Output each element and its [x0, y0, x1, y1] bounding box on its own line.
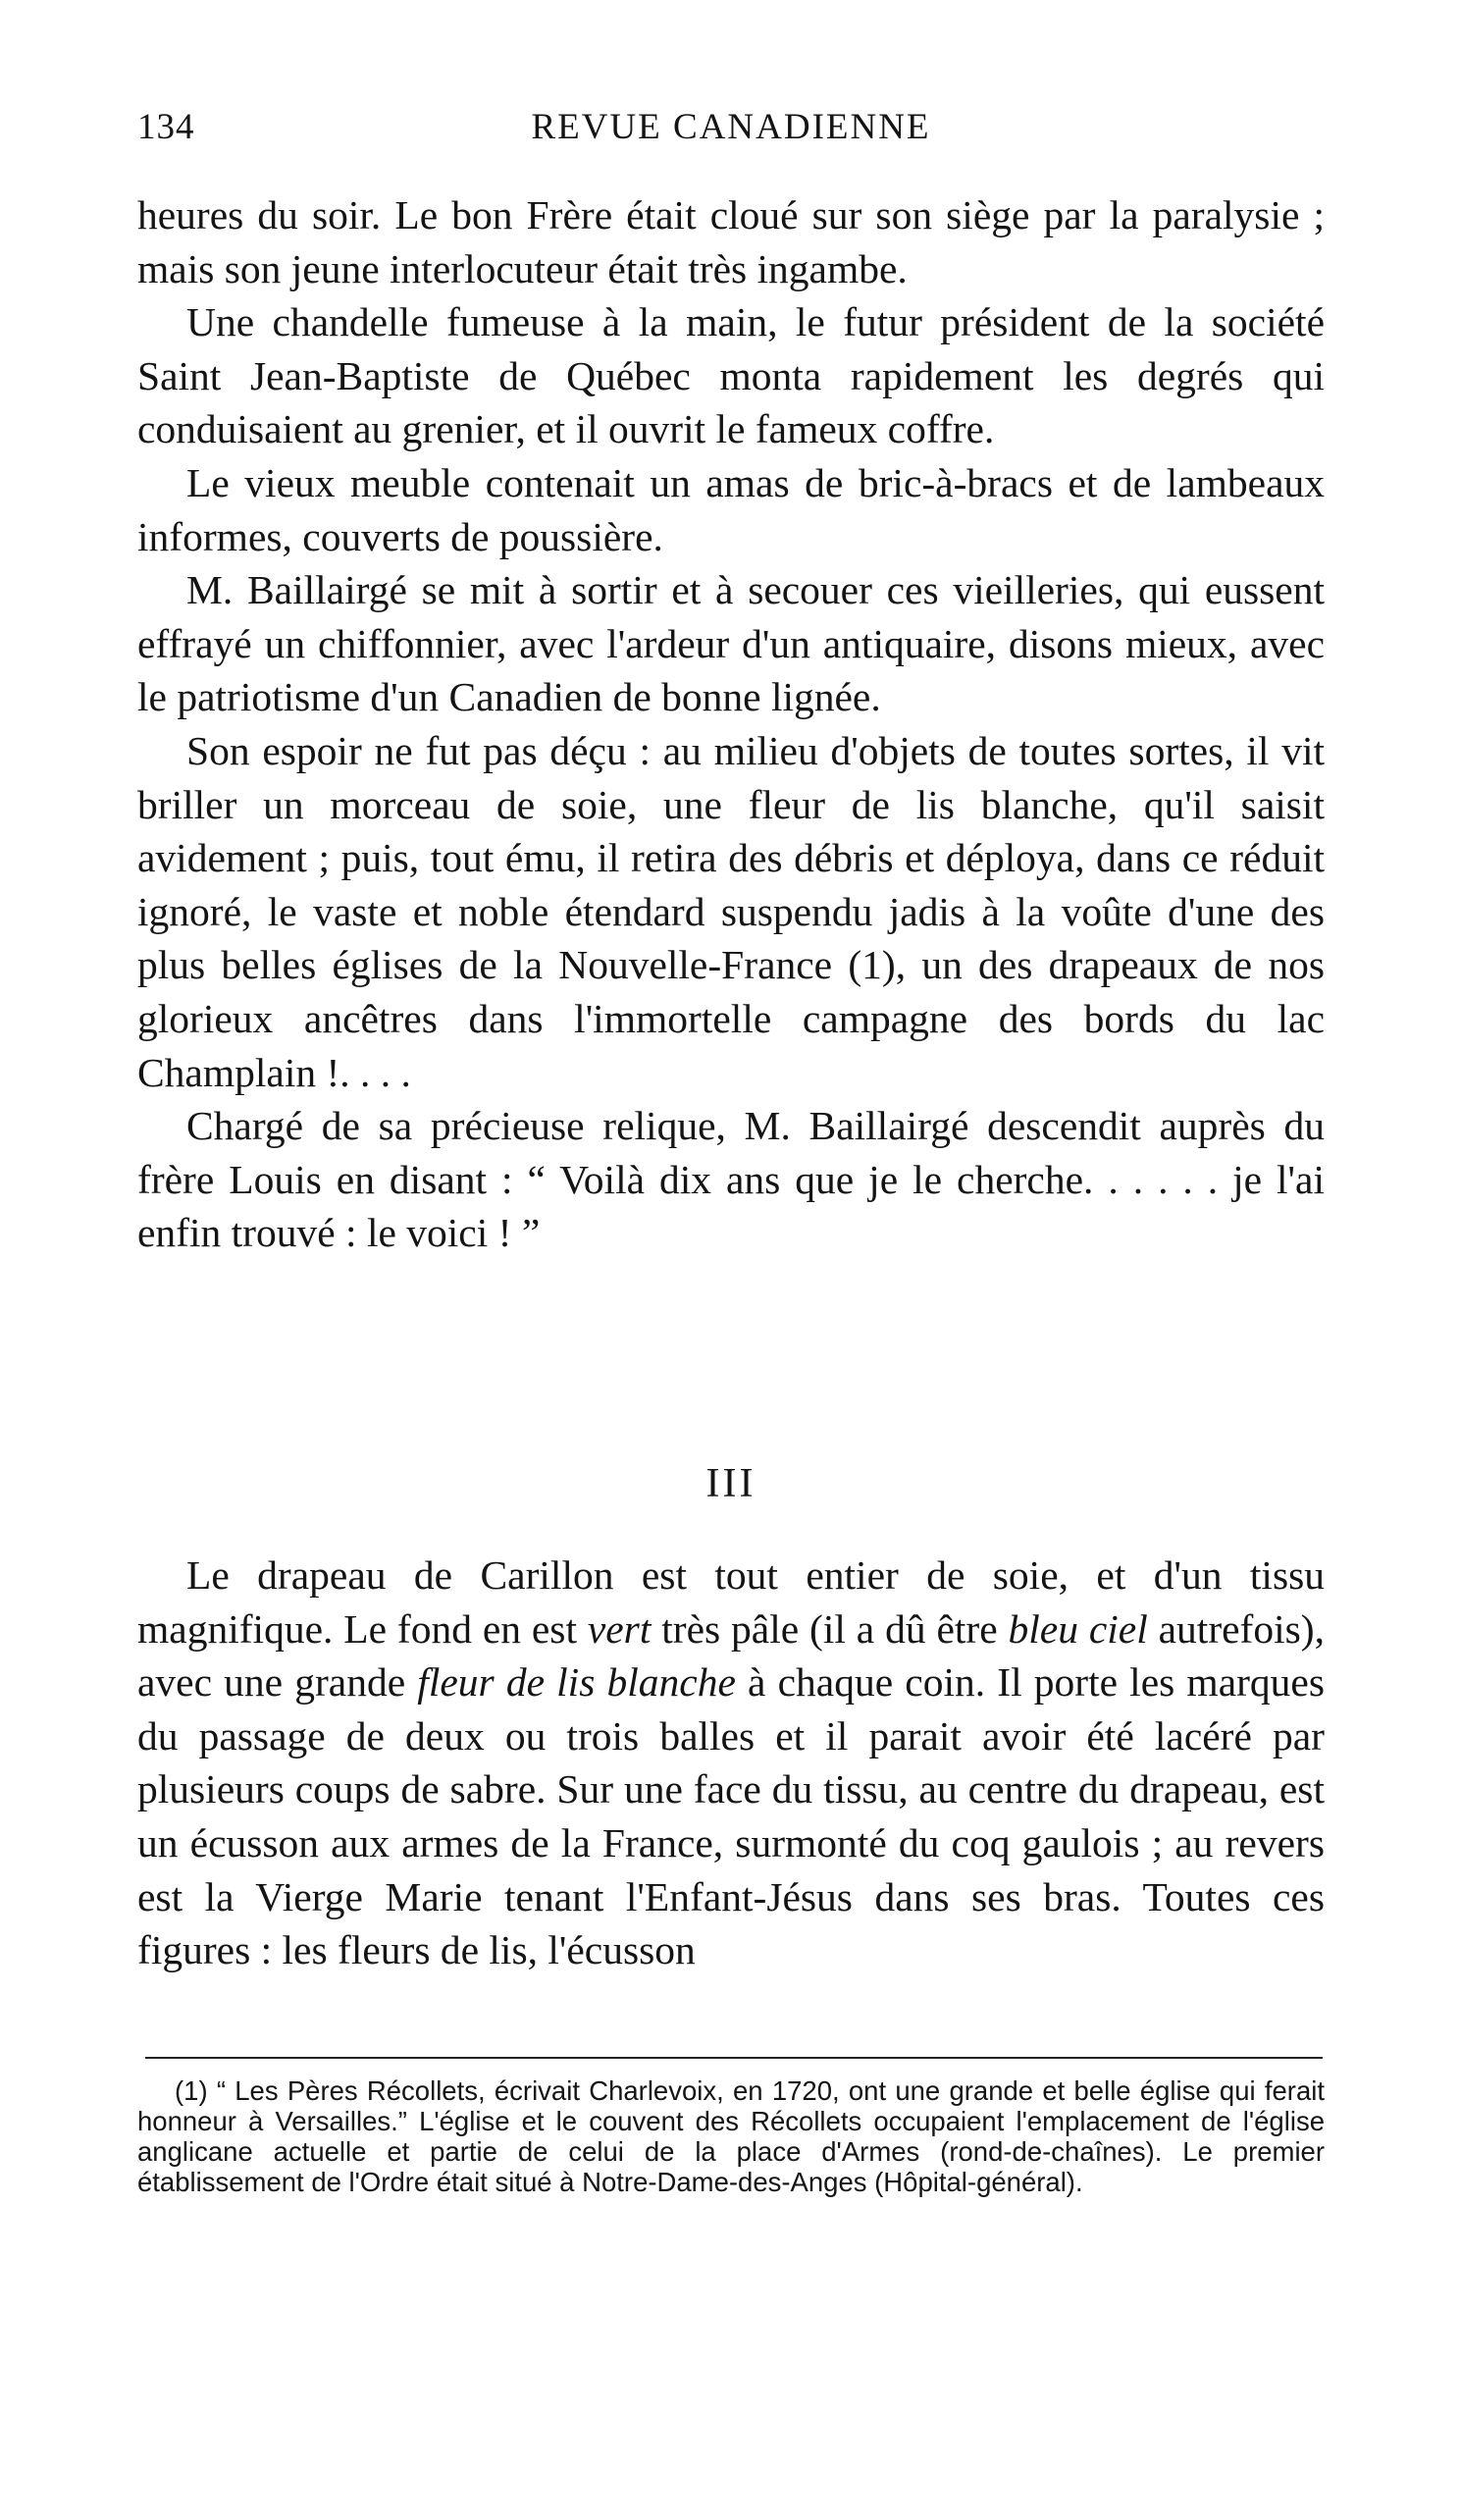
- page-number: 134: [137, 107, 195, 147]
- text-run: Le drapeau de Carillon est tout entier de soie, et d'un tissu magnifique. Le fond en est: [137, 1552, 1325, 1652]
- text-run: très pâle (il a dû être: [651, 1605, 1009, 1652]
- paragraph-continued: heures du soir. Le bon Frère était cloué sur son siège par la paralysie ; mais son jeune interlocuteur était très ingambe.: [137, 192, 1325, 291]
- page-header: [137, 106, 1325, 161]
- footnote: [137, 2075, 1325, 2197]
- text-run: autrefois), avec une grande: [137, 1605, 1326, 1706]
- paragraph: Une chandelle fumeuse à la main, le futur président de la société Saint Jean-Baptiste de Québec monta rapidement les degrés qui conduisaient au grenier, et il ouvrit le fameux coffre.: [137, 299, 1325, 452]
- paragraph: Chargé de sa précieuse relique, M. Baillairgé descendit auprès du frère Louis en disant : “ Voilà dix ans que je le cherche. . . . . . je l'ai enfin trouvé : le voici ! ”: [137, 1103, 1325, 1256]
- footnote-text: (1) “ Les Pères Récollets, écrivait Charlevoix, en 1720, ont une grande et belle église qui ferait honneur à Versailles.” L'église et le couvent des Récollets occupaient l'emplacement de l'église anglicane actuelle et partie de celui de la place d'Armes (rond-de-chaînes). Le premier établissement de l'Ordre était situé à Notre-Dame-des-Anges (Hôpital-général).: [137, 2075, 1325, 2197]
- paragraph: Le vieux meuble contenait un amas de bric-à-bracs et de lambeaux informes, couverts de poussière.: [137, 459, 1325, 559]
- text-run: à chaque coin. Il porte les marques du passage de deux ou trois balles et il parait avoir été lacéré par plusieurs coups de sabre. Sur une face du tissu, au centre du drapeau, est un écusson aux armes de la France, surmonté du coq gaulois ; au revers est la Vierge Marie tenant l'Enfant-Jésus dans ses bras. Toutes ces figures : les fleurs de lis, l'écusson: [137, 1659, 1326, 1973]
- footnote-divider: [145, 2057, 1323, 2059]
- paragraph: [137, 1549, 1325, 1977]
- italic-text: bleu ciel: [1008, 1605, 1148, 1652]
- body-text-section-ii: [137, 188, 1325, 1260]
- running-title: REVUE CANADIENNE: [531, 107, 931, 147]
- paragraph: Son espoir ne fut pas déçu : au milieu d'objets de toutes sortes, il vit briller un morceau de soie, une fleur de lis blanche, qu'il saisit avidement ; puis, tout ému, il retira des débris et déploya, dans ce réduit ignoré, le vaste et noble étendard suspendu jadis à la voûte d'une des plus belles églises de la Nouvelle-France (1), un des drapeaux de nos glorieux ancêtres dans l'immortelle campagne des bords du lac Champlain !. . . .: [137, 727, 1325, 1095]
- italic-text: vert: [587, 1605, 652, 1652]
- section-heading: III: [705, 1461, 756, 1506]
- italic-text: fleur de lis blanche: [417, 1659, 736, 1706]
- paragraph: M. Baillairgé se mit à sortir et à secouer ces vieilleries, qui eussent effrayé un chiffonnier, avec l'ardeur d'un antiquaire, disons mieux, avec le patriotisme d'un Canadien de bonne lignée.: [137, 567, 1325, 720]
- body-text-section-iii: [137, 1549, 1325, 1977]
